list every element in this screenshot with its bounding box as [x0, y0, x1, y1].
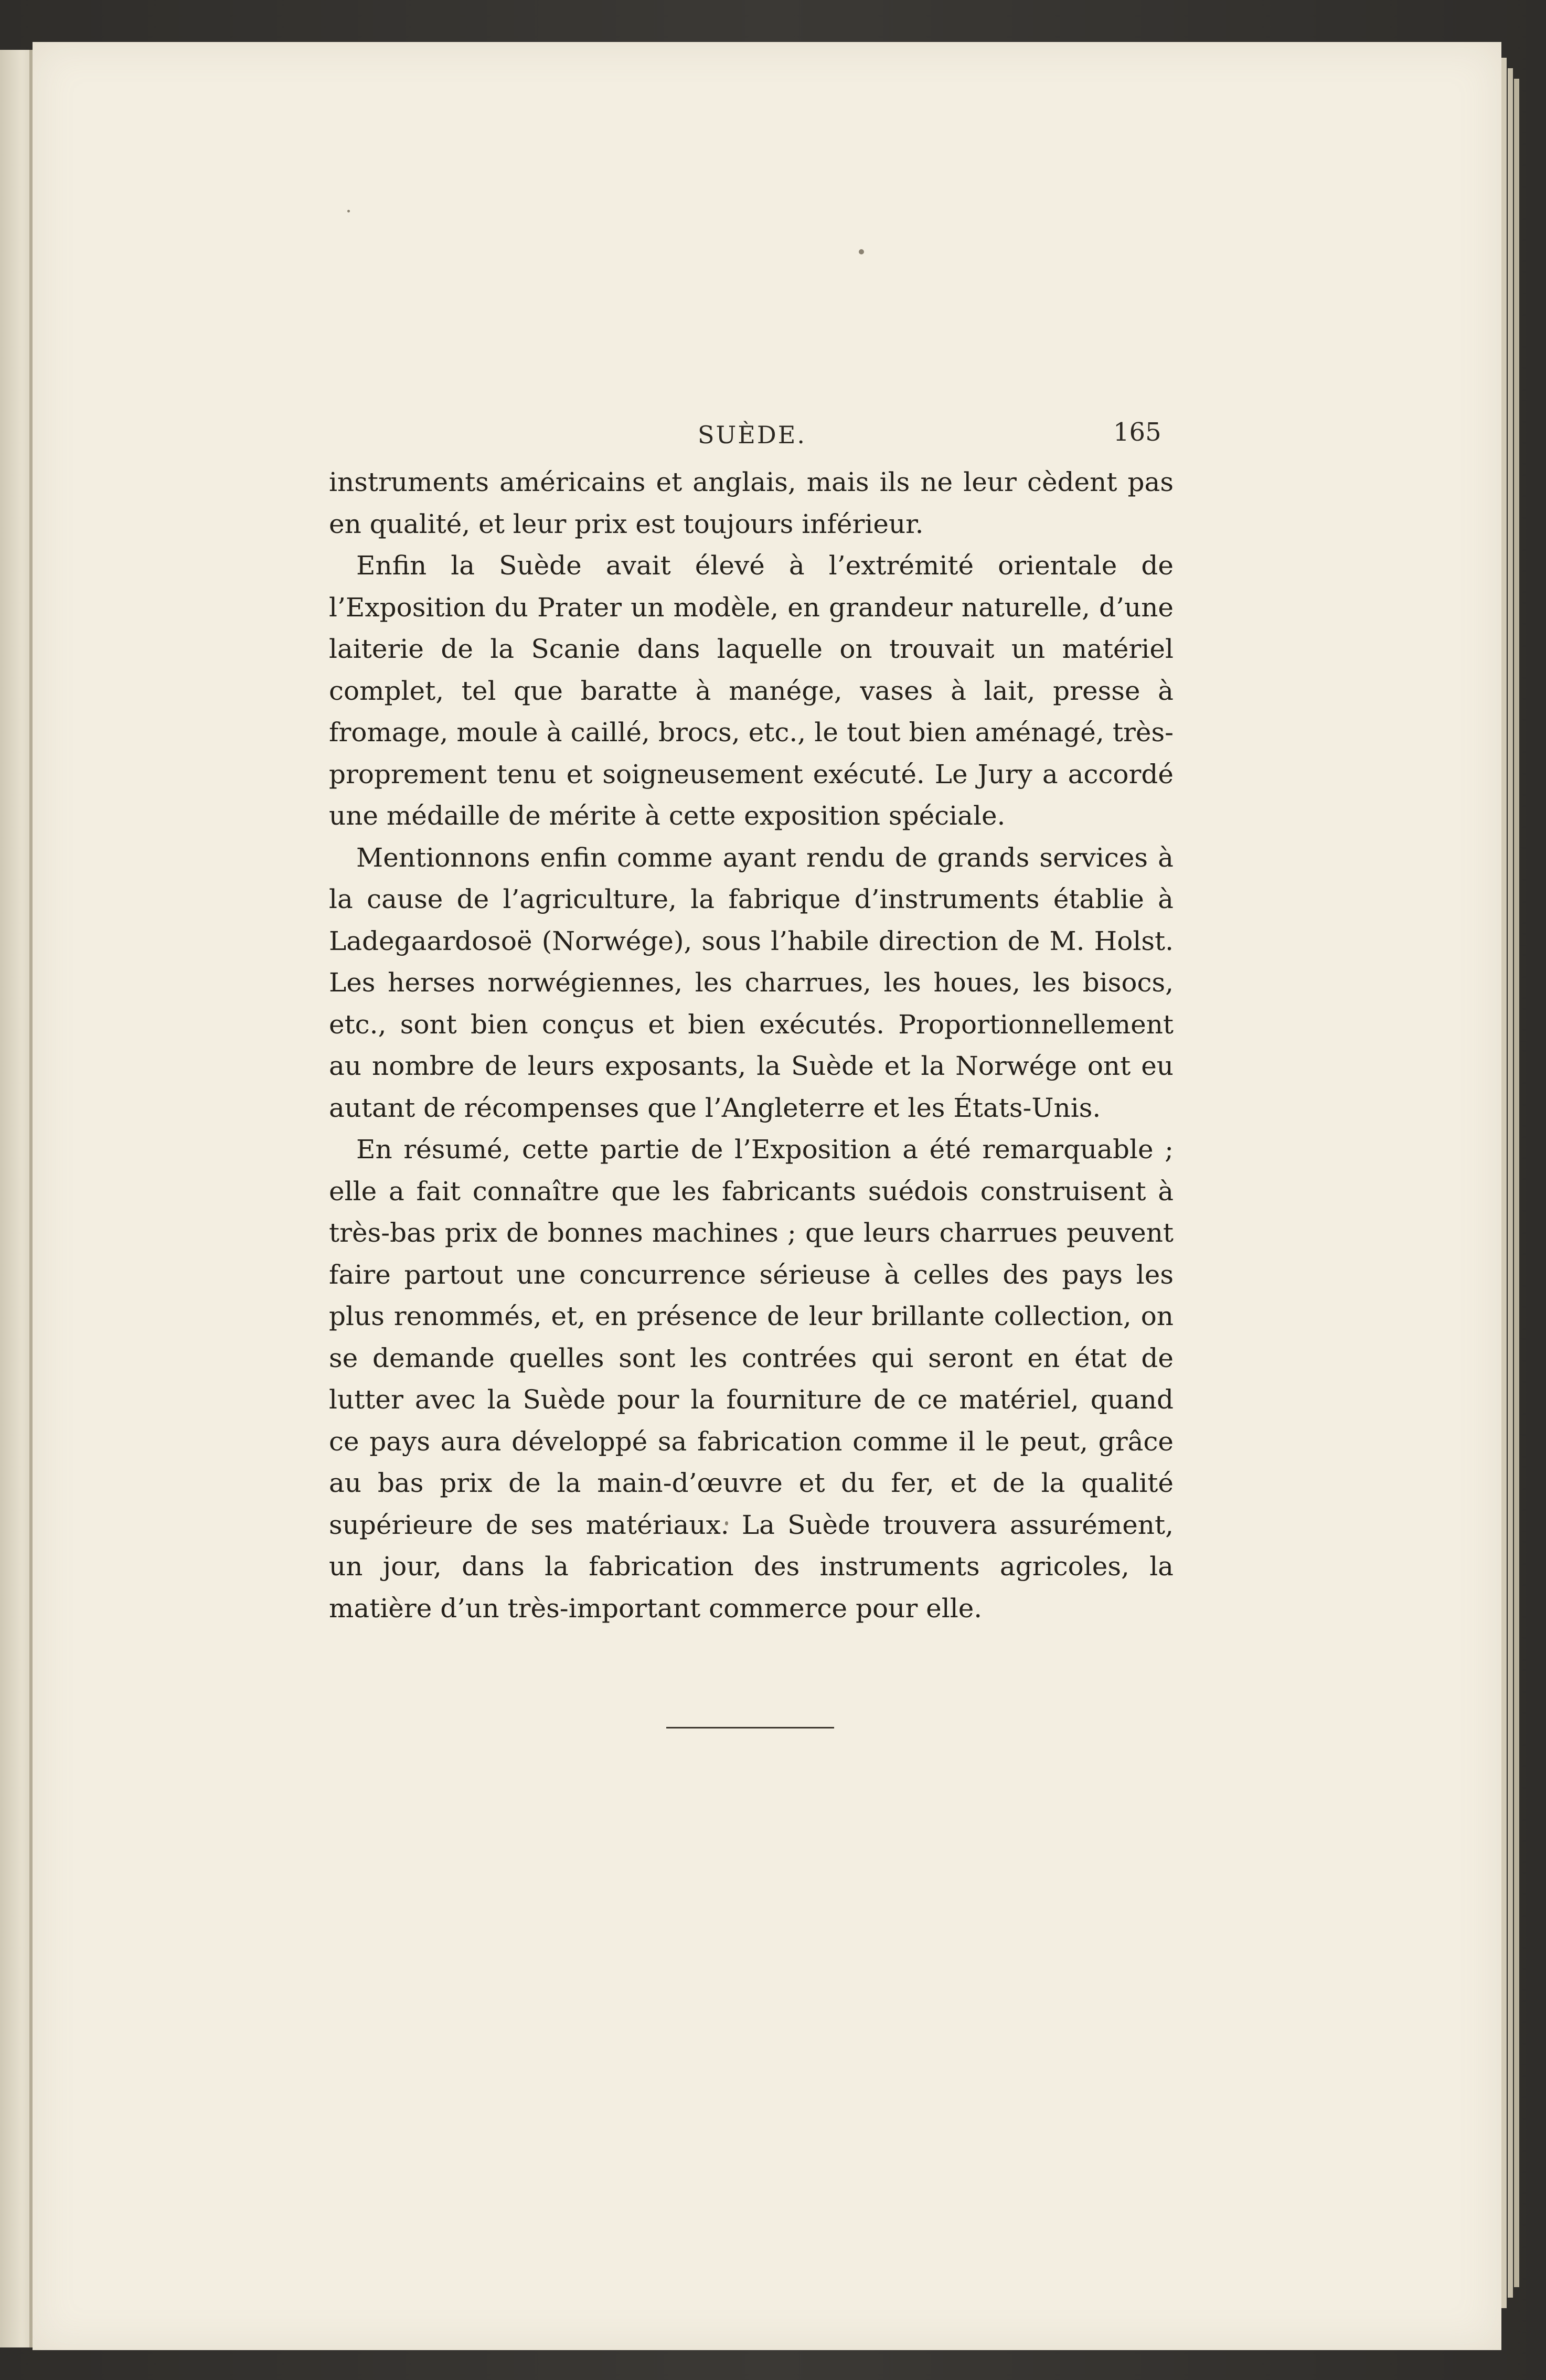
page-stack-edge: [1501, 58, 1507, 2308]
page-number: 165: [1113, 418, 1161, 447]
paper-speck: [859, 249, 864, 254]
running-head: SUÈDE.: [698, 421, 806, 449]
paragraph: En résumé, cette partie de l’Exposition a été remarquable ; elle a fait connaître que les fabricants suédois construisent à très-bas prix de bonnes machines ; que leurs charrues peuvent faire partout une concurrence sérieuse à celles des pays les plus renommés, et, en présence de leur brillante collection, on se demande quelles sont les contrées qui seront en état de lutter avec la Suède pour la fourniture de ce matériel, quand ce pays aura développé sa fabrication comme il le peut, grâce au bas prix de la main-d’œuvre et du fer, et de la qualité supérieure de ses matériaux. La Suède trouvera assurément, un jour, dans la fabrication des instruments agricoles, la matière d’un très-important commerce pour elle.: [329, 1134, 1174, 1624]
paragraph: Mentionnons enfin comme ayant rendu de grands services à la cause de l’agriculture, la fabrique d’instruments établie à Ladegaardosoë (Norwége), sous l’habile direction de M. Holst. Les herses norwégiennes, les charrues, les houes, les bisocs, etc., sont bien conçus et bien exécutés. Proportionnellement au nombre de leurs exposants, la Suède et la Norwége ont eu autant de récompenses que l’Angleterre et les États-Unis.: [329, 842, 1174, 1123]
paper-speck: [347, 210, 350, 212]
book-page: [33, 42, 1501, 2350]
paragraph: Enfin la Suède avait élevé à l’extrémité orientale de l’Exposition du Prater un modèle, en grandeur naturelle, d’une laiterie de la Scanie dans laquelle on trouvait un matériel complet, tel que baratte à manége, vases à lait, presse à fromage, moule à caillé, brocs, etc., le tout bien aménagé, très-proprement tenu et soigneusement exécuté. Le Jury a accordé une médaille de mérite à cette exposition spéciale.: [329, 550, 1174, 831]
body-text: [329, 462, 1174, 1629]
end-rule: [666, 1727, 834, 1728]
page-stack-edge: [1514, 79, 1519, 2287]
page-stack-edge: [1508, 68, 1513, 2298]
paragraph: instruments américains et anglais, mais ils ne leur cèdent pas en qualité, et leur prix est toujours inférieur.: [329, 467, 1174, 539]
